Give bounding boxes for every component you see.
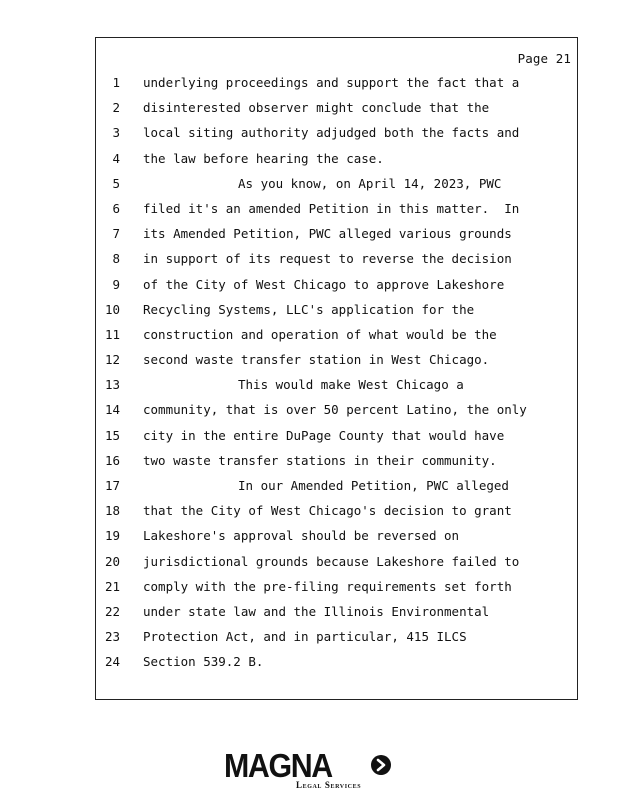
transcript-line (96, 196, 577, 221)
line-text: two waste transfer stations in their community. (143, 452, 497, 468)
line-number: 19 (104, 528, 120, 544)
transcript-line (96, 649, 577, 674)
line-number: 11 (104, 326, 120, 342)
line-number: 21 (104, 578, 120, 594)
line-number: 14 (104, 402, 120, 418)
line-text: of the City of West Chicago to approve Lakeshore (143, 276, 505, 292)
line-text: jurisdictional grounds because Lakeshore failed to (143, 553, 520, 569)
line-number: 16 (104, 452, 120, 468)
transcript-line (96, 397, 577, 422)
line-text: local siting authority adjudged both the facts and (143, 125, 520, 141)
line-text: Protection Act, and in particular, 415 ILCS (143, 629, 467, 645)
transcript-line (96, 448, 577, 473)
logo-subtitle: Legal Services (296, 780, 362, 790)
line-text: second waste transfer station in West Chicago. (143, 352, 490, 368)
line-number: 18 (104, 503, 120, 519)
transcript-line (96, 473, 577, 498)
line-text: Section 539.2 B. (143, 654, 264, 670)
arrow-circle-icon (370, 754, 392, 776)
line-number: 20 (104, 553, 120, 569)
line-text: Lakeshore's approval should be reversed on (143, 528, 460, 544)
transcript-page (95, 37, 578, 700)
line-number: 5 (112, 175, 120, 191)
transcript-line (96, 70, 577, 95)
line-text: disinterested observer might conclude that the (143, 100, 490, 116)
line-number: 8 (112, 251, 120, 267)
line-text: that the City of West Chicago's decision to grant (143, 503, 512, 519)
transcript-line (96, 549, 577, 574)
line-number: 24 (104, 654, 120, 670)
line-text: community, that is over 50 percent Latino, the only (143, 402, 527, 418)
transcript-line (96, 246, 577, 271)
transcript-line (96, 146, 577, 171)
line-number: 4 (112, 150, 120, 166)
line-number: 6 (112, 200, 120, 216)
transcript-line (96, 95, 577, 120)
transcript-line (96, 624, 577, 649)
line-number: 7 (112, 226, 120, 242)
line-text: underlying proceedings and support the fact that a (143, 75, 520, 90)
line-text: In our Amended Petition, PWC alleged (238, 478, 509, 493)
transcript-line (96, 272, 577, 297)
line-text: in support of its request to reverse the decision (143, 251, 512, 267)
line-number: 10 (104, 301, 120, 317)
transcript-line (96, 523, 577, 548)
transcript-line (96, 297, 577, 322)
transcript-line (96, 423, 577, 448)
page-number: Page 21 (517, 51, 571, 66)
magna-logo (224, 748, 396, 793)
line-number: 9 (112, 276, 120, 292)
transcript-line (96, 322, 577, 347)
transcript-lines (96, 70, 577, 675)
line-number: 2 (112, 100, 120, 116)
line-number: 3 (112, 125, 120, 141)
logo-wordmark: MAGNA (224, 747, 332, 784)
transcript-line (96, 498, 577, 523)
line-number: 23 (104, 629, 120, 645)
line-number: 12 (104, 352, 120, 368)
line-text: construction and operation of what would be the (143, 326, 497, 342)
transcript-line (96, 574, 577, 599)
transcript-line (96, 372, 577, 397)
line-text: Recycling Systems, LLC's application for the (143, 301, 475, 317)
transcript-line (96, 599, 577, 624)
line-text: This would make West Chicago a (238, 377, 464, 393)
line-number: 17 (104, 478, 120, 493)
line-text: filed it's an amended Petition in this matter. In (143, 200, 520, 216)
line-text: the law before hearing the case. (143, 150, 384, 166)
line-text: its Amended Petition, PWC alleged various grounds (143, 226, 512, 242)
line-text: under state law and the Illinois Environmental (143, 603, 490, 619)
line-number: 15 (104, 427, 120, 443)
line-number: 13 (104, 377, 120, 393)
line-text: As you know, on April 14, 2023, PWC (238, 175, 502, 191)
line-text: city in the entire DuPage County that would have (143, 427, 505, 443)
line-text: comply with the pre-filing requirements set forth (143, 578, 512, 594)
line-number: 1 (112, 75, 120, 90)
transcript-line (96, 171, 577, 196)
transcript-line (96, 120, 577, 145)
transcript-line (96, 221, 577, 246)
transcript-line (96, 347, 577, 372)
line-number: 22 (104, 603, 120, 619)
